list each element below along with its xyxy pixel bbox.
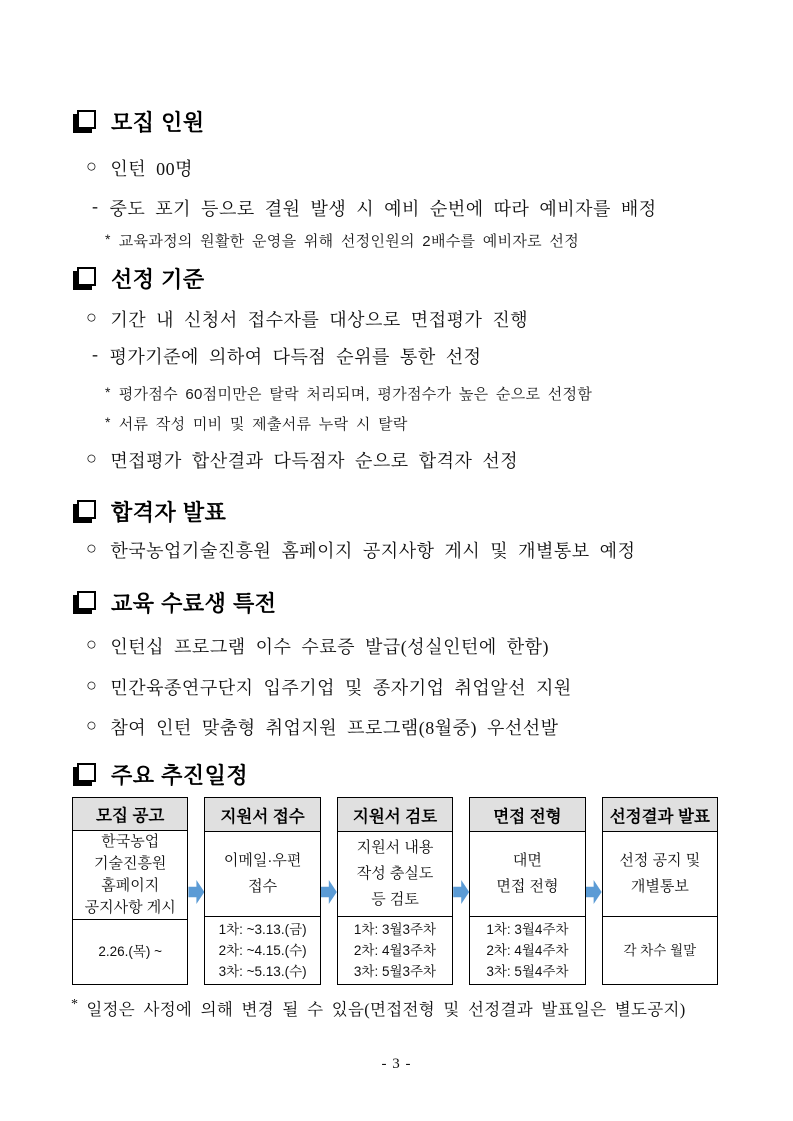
- step-header: 지원서 검토: [338, 798, 452, 832]
- page-number: - 3 -: [381, 1056, 412, 1072]
- list-item-text: 민간육종연구단지 입주기업 및 종자기업 취업알선 지원: [110, 678, 572, 698]
- list-item-text: 한국농업기술진흥원 홈페이지 공지사항 게시 및 개별통보 예정: [110, 541, 636, 561]
- asterisk-bullet: *: [105, 384, 111, 400]
- step-footer-line: 2차: 4월4주차: [486, 943, 569, 958]
- step-header: 지원서 접수: [205, 798, 319, 832]
- step-footer-line: 3차: ~5.13.(수): [218, 964, 307, 979]
- step-body-line: 지원서 내용: [356, 839, 434, 856]
- step-body: [603, 832, 717, 916]
- step-footer: [205, 916, 319, 984]
- list-item: [86, 447, 518, 473]
- step-footer-line: 3차: 5월4주차: [486, 964, 569, 979]
- asterisk-bullet: *: [105, 231, 111, 247]
- schedule-step-result: [602, 797, 718, 985]
- step-footer: [73, 919, 187, 984]
- list-item-text: 인턴십 프로그램 이수 수료증 발급(성실인턴에 한함): [110, 637, 550, 657]
- step-body: [73, 831, 187, 919]
- footnote-text: 교육과정의 원활한 운영을 위해 선정인원의 2배수를 예비자로 선정: [118, 233, 579, 250]
- list-item: [86, 633, 549, 659]
- right-arrow-icon: [188, 880, 204, 904]
- footnote-text: 일정은 사정에 의해 변경 될 수 있음(면접전형 및 선정결과 발표일은 별도공지): [86, 1000, 686, 1019]
- circle-bullet: ○: [86, 156, 98, 176]
- list-item: [86, 537, 635, 563]
- step-body-line: 면접 전형: [496, 878, 559, 895]
- step-body-line: 기술진흥원: [93, 854, 167, 872]
- step-header: 모집 공고: [73, 798, 187, 831]
- step-body-line: 이메일·우편: [223, 852, 302, 869]
- step-footer-line: 2차: 4월3주차: [353, 943, 437, 958]
- step-footer-line: 1차: 3월3주차: [353, 922, 437, 937]
- step-body-line: 선정 공지 및: [619, 852, 701, 869]
- footnote-text: 평가점수 60점미만은 탈락 처리되며, 평가점수가 높은 순으로 선정함: [118, 386, 593, 403]
- dash-bullet: -: [92, 196, 99, 216]
- schedule-step-recruit-notice: [72, 797, 188, 985]
- asterisk-bullet: *: [105, 414, 111, 430]
- list-item-text: 평가기준에 의하여 다득점 순위를 통한 선정: [109, 347, 482, 367]
- list-item: [86, 674, 572, 700]
- step-body-line: 한국농업: [101, 832, 160, 850]
- step-footer-line: 각 차수 월말: [623, 943, 697, 958]
- section-heading-criteria: [72, 263, 205, 294]
- shadow-square-icon: [77, 500, 96, 519]
- section-heading-schedule: [72, 759, 248, 790]
- list-item-text: 면접평가 합산결과 다득점자 순으로 합격자 선정: [110, 451, 519, 471]
- footnote-item: [105, 413, 408, 434]
- section-heading-recruit: [72, 106, 205, 137]
- right-arrow-icon: [453, 880, 469, 904]
- arrow-column: [586, 797, 602, 985]
- right-arrow-icon: [321, 880, 337, 904]
- list-subitem: [92, 343, 481, 369]
- section-title: 주요 추진일정: [111, 763, 249, 788]
- step-body-line: 공지사항 게시: [84, 898, 176, 916]
- schedule-flowchart: [72, 797, 718, 985]
- list-item: [86, 155, 193, 181]
- step-header: 면접 전형: [470, 798, 584, 832]
- step-footer-line: 3차: 5월3주차: [353, 964, 437, 979]
- step-footer: [338, 916, 452, 984]
- list-item: [86, 714, 559, 740]
- arrow-column: [188, 797, 204, 985]
- step-body-line: 등 검토: [371, 891, 419, 908]
- list-subitem: [92, 195, 657, 221]
- shadow-square-icon: [77, 110, 96, 129]
- shadow-square-icon: [77, 591, 96, 610]
- list-item-text: 인턴 00명: [110, 159, 194, 179]
- arrow-column: [453, 797, 469, 985]
- section-title: 모집 인원: [111, 110, 205, 135]
- section-title: 선정 기준: [111, 267, 205, 292]
- schedule-step-review: [337, 797, 453, 985]
- footnote-item: [105, 383, 592, 404]
- section-heading-announce: [72, 496, 226, 527]
- step-footer-line: 2차: ~4.15.(수): [218, 943, 307, 958]
- section-title: 교육 수료생 특전: [111, 591, 277, 616]
- step-body-line: 개별통보: [630, 878, 689, 895]
- step-body-line: 접수: [248, 878, 278, 895]
- shadow-square-icon: [77, 267, 96, 286]
- step-footer: [603, 916, 717, 984]
- step-footer-line: 2.26.(목) ~: [98, 944, 163, 960]
- circle-bullet: ○: [86, 634, 98, 654]
- circle-bullet: ○: [86, 675, 98, 695]
- dash-bullet: -: [92, 344, 99, 364]
- arrow-column: [321, 797, 337, 985]
- circle-bullet: ○: [86, 715, 98, 735]
- section-title: 합격자 발표: [111, 500, 227, 525]
- circle-bullet: ○: [86, 307, 98, 327]
- step-body: [338, 832, 452, 916]
- step-footer: [470, 916, 584, 984]
- circle-bullet: ○: [86, 538, 98, 558]
- schedule-footnote: [71, 996, 686, 1020]
- step-body-line: 작성 충실도: [356, 865, 434, 882]
- list-item-text: 참여 인턴 맞춤형 취업지원 프로그램(8월중) 우선선발: [110, 718, 559, 738]
- circle-bullet: ○: [86, 448, 98, 468]
- step-body-line: 대면: [512, 852, 542, 869]
- section-heading-benefits: [72, 587, 277, 618]
- list-item: [86, 306, 528, 332]
- step-body-line: 홈페이지: [101, 876, 160, 894]
- step-body: [470, 832, 584, 916]
- step-footer-line: 1차: 3월4주차: [486, 922, 569, 937]
- schedule-step-application: [204, 797, 320, 985]
- asterisk-bullet: *: [71, 997, 79, 1012]
- list-item-text: 기간 내 신청서 접수자를 대상으로 면접평가 진행: [110, 310, 529, 330]
- list-item-text: 중도 포기 등으로 결원 발생 시 예비 순번에 따라 예비자를 배정: [109, 199, 657, 219]
- step-footer-line: 1차: ~3.13.(금): [218, 922, 307, 937]
- shadow-square-icon: [77, 763, 96, 782]
- footnote-item: [105, 230, 579, 251]
- right-arrow-icon: [586, 880, 602, 904]
- schedule-step-interview: [469, 797, 585, 985]
- step-header: 선정결과 발표: [603, 798, 717, 832]
- footnote-text: 서류 작성 미비 및 제출서류 누락 시 탈락: [118, 416, 408, 433]
- step-body: [205, 832, 319, 916]
